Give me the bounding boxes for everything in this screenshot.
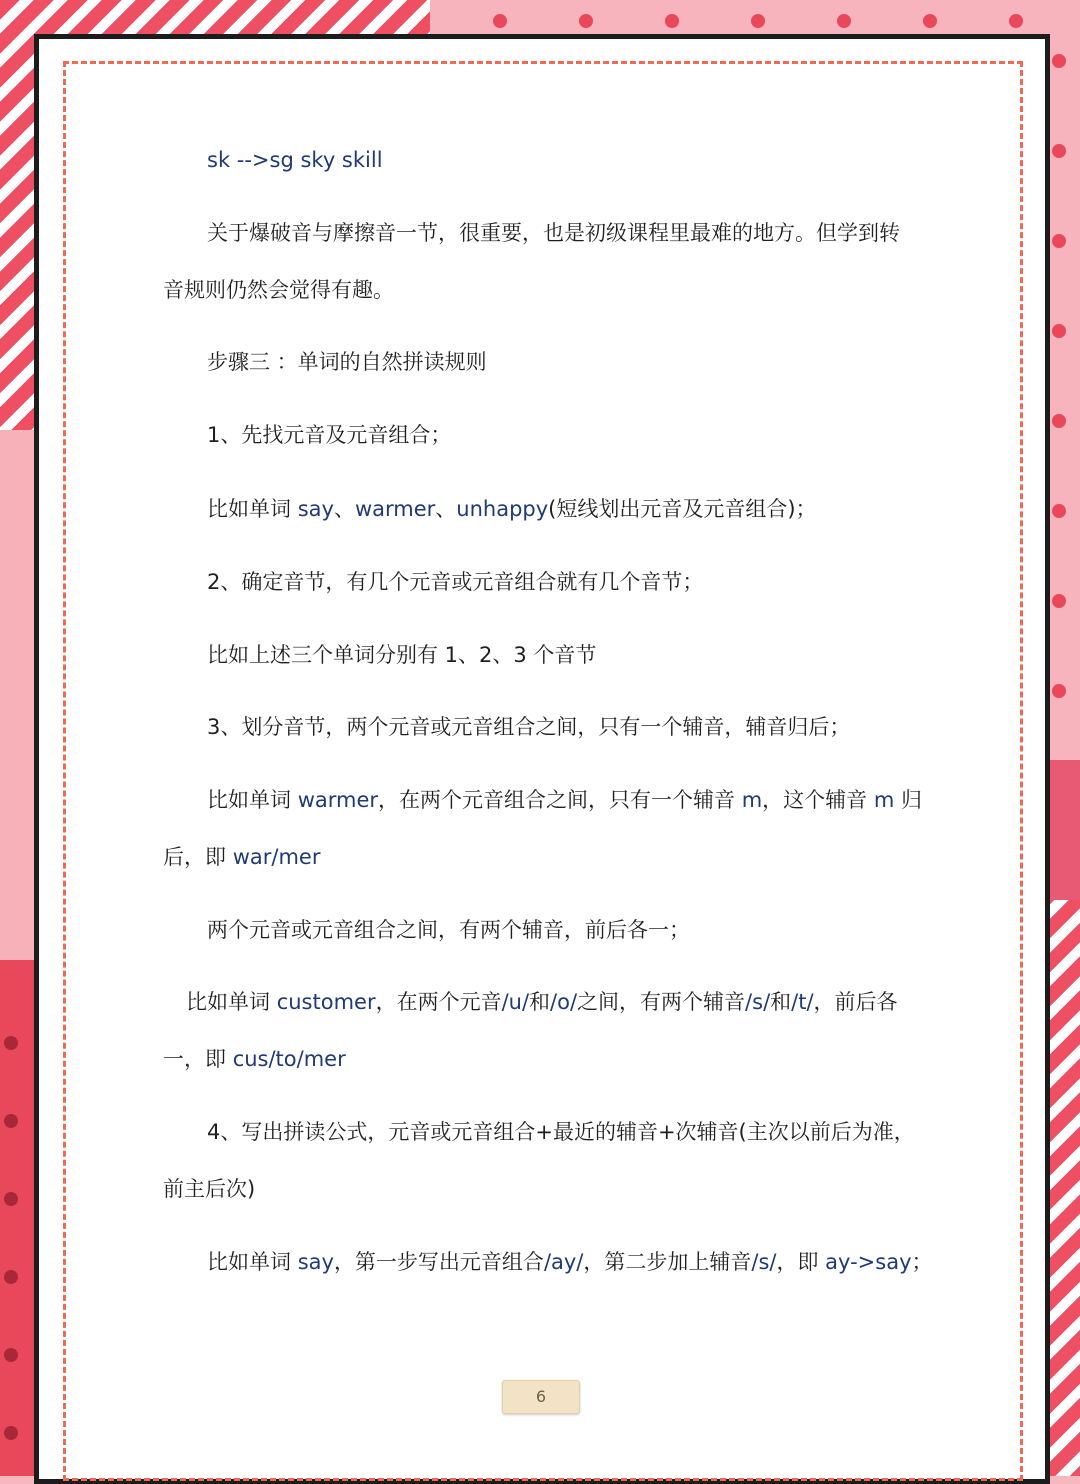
- english-word: /ay/: [543, 1250, 584, 1274]
- rule-text: 1、先找元音及元音组合；: [207, 423, 452, 447]
- text-segment: 比如单词: [207, 497, 298, 521]
- rule-text: 2、确定音节，有几个元音或元音组合就有几个音节；: [207, 570, 704, 594]
- polka-dot: [4, 1192, 18, 1206]
- english-word: ay->say: [825, 1250, 912, 1274]
- polka-dot: [4, 1348, 18, 1362]
- english-word: cus/to/mer: [232, 1047, 346, 1071]
- text-line-5: [207, 420, 451, 450]
- polka-dot: [579, 14, 593, 28]
- english-word: customer: [276, 990, 376, 1014]
- text-line-12: [207, 915, 690, 945]
- polka-dot: [4, 1270, 18, 1284]
- text-segment: ，在两个元音组合之间，只有一个辅音: [378, 788, 742, 812]
- text-segment: 一，即: [163, 1047, 233, 1071]
- english-word: say: [297, 1250, 334, 1274]
- english-word: warmer: [354, 497, 436, 521]
- text-segment: 后，即: [163, 845, 233, 869]
- rule-text: 两个元音或元音组合之间，有两个辅音，前后各一；: [207, 918, 690, 942]
- polka-dot: [4, 1114, 18, 1128]
- english-word: say: [297, 497, 334, 521]
- text-line-8: [207, 640, 596, 670]
- text-segment: 之间，有两个辅音: [577, 990, 746, 1014]
- example-text: 比如上述三个单词分别有 1、2、3 个音节: [207, 643, 597, 667]
- polka-dot: [1052, 414, 1066, 428]
- text-line-1: [207, 145, 383, 175]
- polka-dot: [1052, 144, 1066, 158]
- heading-text: 步骤三 ：单词的自然拼读规则: [207, 350, 487, 374]
- english-word: /u/: [501, 990, 530, 1014]
- text-segment: 比如单词: [186, 990, 277, 1014]
- section-heading: [207, 347, 487, 377]
- text-line-6: [207, 494, 817, 524]
- english-word: warmer: [297, 788, 379, 812]
- polka-dot: [923, 14, 937, 28]
- text-segment: 、: [333, 497, 355, 521]
- polka-dot: [1052, 54, 1066, 68]
- polka-dot: [1052, 504, 1066, 518]
- text-segment: 比如单词: [207, 1250, 298, 1274]
- polka-dot: [1052, 234, 1066, 248]
- polka-dot: [837, 14, 851, 28]
- text-segment: ，即: [776, 1250, 826, 1274]
- polka-dot: [4, 1036, 18, 1050]
- english-word: /s/: [745, 990, 771, 1014]
- text-segment: 、: [435, 497, 457, 521]
- english-word: /s/: [751, 1250, 777, 1274]
- text-segment: 和: [770, 990, 792, 1014]
- page-number-badge: 6: [502, 1380, 580, 1414]
- polka-dot: [1052, 684, 1066, 698]
- rule-text: 3、划分音节，两个元音或元音组合之间，只有一个辅音，辅音归后；: [207, 715, 851, 739]
- english-word: war/mer: [232, 845, 321, 869]
- phonics-example: sk -->sg sky skill: [207, 148, 383, 172]
- polka-dot: [1009, 14, 1023, 28]
- text-segment: ，在两个元音: [375, 990, 502, 1014]
- text-segment: 比如单词: [207, 788, 298, 812]
- text-segment: ；: [911, 1250, 933, 1274]
- text-line-17: [207, 1247, 933, 1277]
- english-word: m: [741, 788, 763, 812]
- english-word: /o/: [550, 990, 578, 1014]
- text-line-16: [163, 1174, 255, 1204]
- polka-dot: [665, 14, 679, 28]
- text-segment: ，第一步写出元音组合: [333, 1250, 544, 1274]
- text-segment: ，前后各: [813, 990, 898, 1014]
- polka-dot: [1052, 324, 1066, 338]
- text-line-3: [163, 275, 394, 305]
- text-line-13: [186, 987, 898, 1017]
- english-word: /t/: [791, 990, 814, 1014]
- text-segment: 归: [894, 788, 923, 812]
- english-word: unhappy: [456, 497, 549, 521]
- text-segment: ，第二步加上辅音: [583, 1250, 752, 1274]
- text-segment: (短线划出元音及元音组合)；: [548, 497, 817, 521]
- english-word: m: [873, 788, 895, 812]
- text-line-14: [163, 1044, 346, 1074]
- text-segment: ，这个辅音: [762, 788, 874, 812]
- text-line-9: [207, 712, 850, 742]
- paragraph-text: 音规则仍然会觉得有趣。: [163, 278, 394, 302]
- polka-dot: [493, 14, 507, 28]
- text-line-11: [163, 842, 320, 872]
- text-line-10: [207, 785, 922, 815]
- paragraph-text: 关于爆破音与摩擦音一节，很重要，也是初级课程里最难的地方。但学到转: [207, 221, 900, 245]
- rule-text: 前主后次): [163, 1177, 256, 1201]
- text-segment: 和: [529, 990, 551, 1014]
- rule-text: 4、写出拼读公式，元音或元音组合+最近的辅音+次辅音(主次以前后为准，: [207, 1120, 915, 1144]
- polka-dot: [751, 14, 765, 28]
- text-line-2: [207, 218, 900, 248]
- text-line-15: [207, 1117, 915, 1147]
- polka-dot: [1052, 594, 1066, 608]
- polka-dot: [4, 1426, 18, 1440]
- text-line-7: [207, 567, 703, 597]
